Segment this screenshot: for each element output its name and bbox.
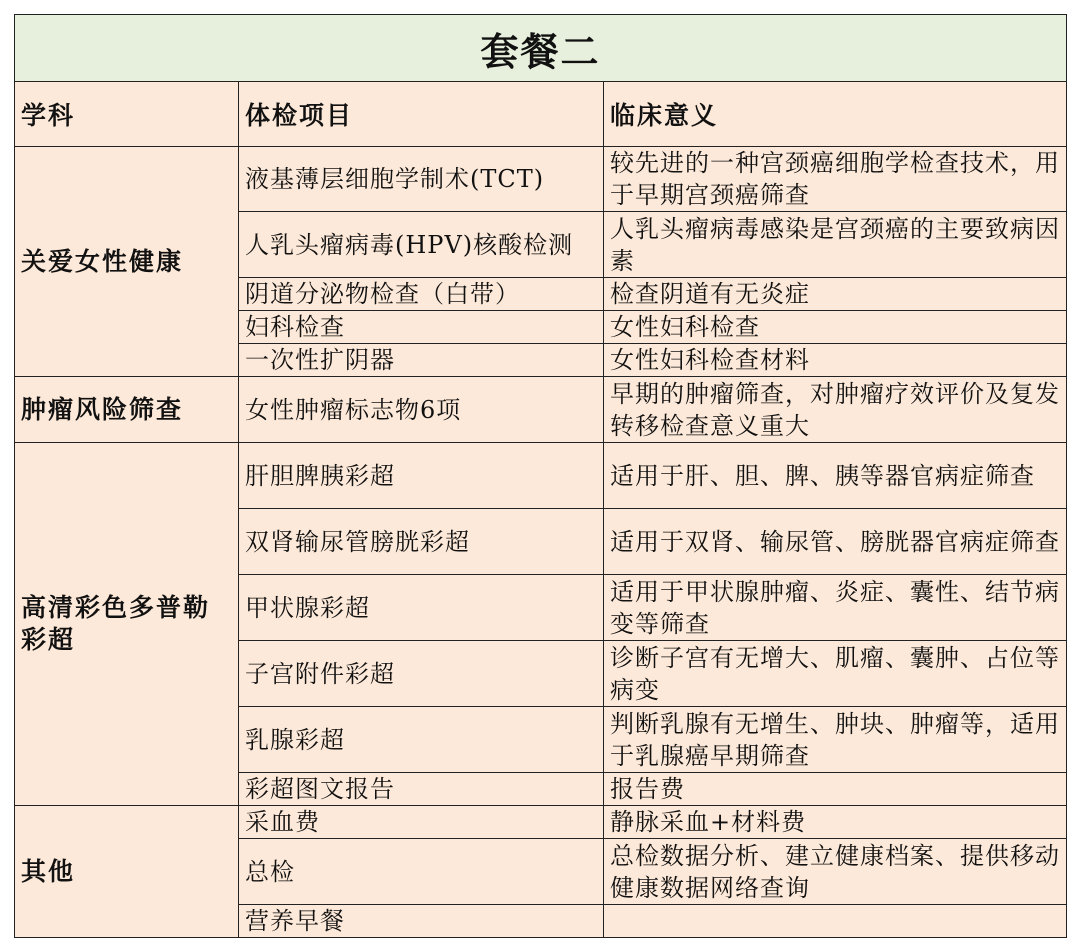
table-row	[15, 147, 1067, 212]
meaning-cell: 适用于甲状腺肿瘤、炎症、囊性、结节病变等筛查	[604, 575, 1067, 641]
package-title: 套餐二	[15, 15, 1067, 82]
item-cell: 采血费	[239, 806, 604, 839]
item-cell: 人乳头瘤病毒(HPV)核酸检测	[239, 212, 604, 278]
meaning-cell: 诊断子宫有无增大、肌瘤、囊肿、占位等病变	[604, 641, 1067, 707]
header-row	[15, 82, 1067, 147]
item-cell: 妇科检查	[239, 311, 604, 344]
item-cell: 乳腺彩超	[239, 707, 604, 773]
category-cell: 肿瘤风险筛查	[15, 377, 239, 443]
item-cell: 子宫附件彩超	[239, 641, 604, 707]
item-cell: 双肾输尿管膀胱彩超	[239, 509, 604, 575]
title-row	[15, 15, 1067, 82]
meaning-cell: 较先进的一种宫颈癌细胞学检查技术，用于早期宫颈癌筛查	[604, 147, 1067, 212]
meaning-cell: 总检数据分析、建立健康档案、提供移动健康数据网络查询	[604, 839, 1067, 905]
item-cell: 营养早餐	[239, 905, 604, 938]
header-item: 体检项目	[239, 82, 604, 147]
item-cell: 甲状腺彩超	[239, 575, 604, 641]
category-cell: 其他	[15, 806, 239, 938]
meaning-cell	[604, 905, 1067, 938]
category-cell: 高清彩色多普勒彩超	[15, 443, 239, 806]
item-cell: 一次性扩阴器	[239, 344, 604, 377]
meaning-cell: 报告费	[604, 773, 1067, 806]
header-meaning: 临床意义	[604, 82, 1067, 147]
meaning-cell: 检查阴道有无炎症	[604, 278, 1067, 311]
item-cell: 液基薄层细胞学制术(TCT)	[239, 147, 604, 212]
category-cell: 关爱女性健康	[15, 147, 239, 377]
header-subject: 学科	[15, 82, 239, 147]
meaning-cell: 早期的肿瘤筛查，对肿瘤疗效评价及复发转移检查意义重大	[604, 377, 1067, 443]
item-cell: 彩超图文报告	[239, 773, 604, 806]
table-row	[15, 377, 1067, 443]
meaning-cell: 判断乳腺有无增生、肿块、肿瘤等，适用于乳腺癌早期筛查	[604, 707, 1067, 773]
table-row	[15, 443, 1067, 509]
meaning-cell: 女性妇科检查材料	[604, 344, 1067, 377]
item-cell: 肝胆脾胰彩超	[239, 443, 604, 509]
item-cell: 阴道分泌物检查（白带）	[239, 278, 604, 311]
meaning-cell: 适用于肝、胆、脾、胰等器官病症筛查	[604, 443, 1067, 509]
package-table	[14, 14, 1067, 938]
item-cell: 总检	[239, 839, 604, 905]
table-row	[15, 806, 1067, 839]
meaning-cell: 人乳头瘤病毒感染是宫颈癌的主要致病因素	[604, 212, 1067, 278]
item-cell: 女性肿瘤标志物6项	[239, 377, 604, 443]
meaning-cell: 静脉采血+材料费	[604, 806, 1067, 839]
meaning-cell: 适用于双肾、输尿管、膀胱器官病症筛查	[604, 509, 1067, 575]
meaning-cell: 女性妇科检查	[604, 311, 1067, 344]
